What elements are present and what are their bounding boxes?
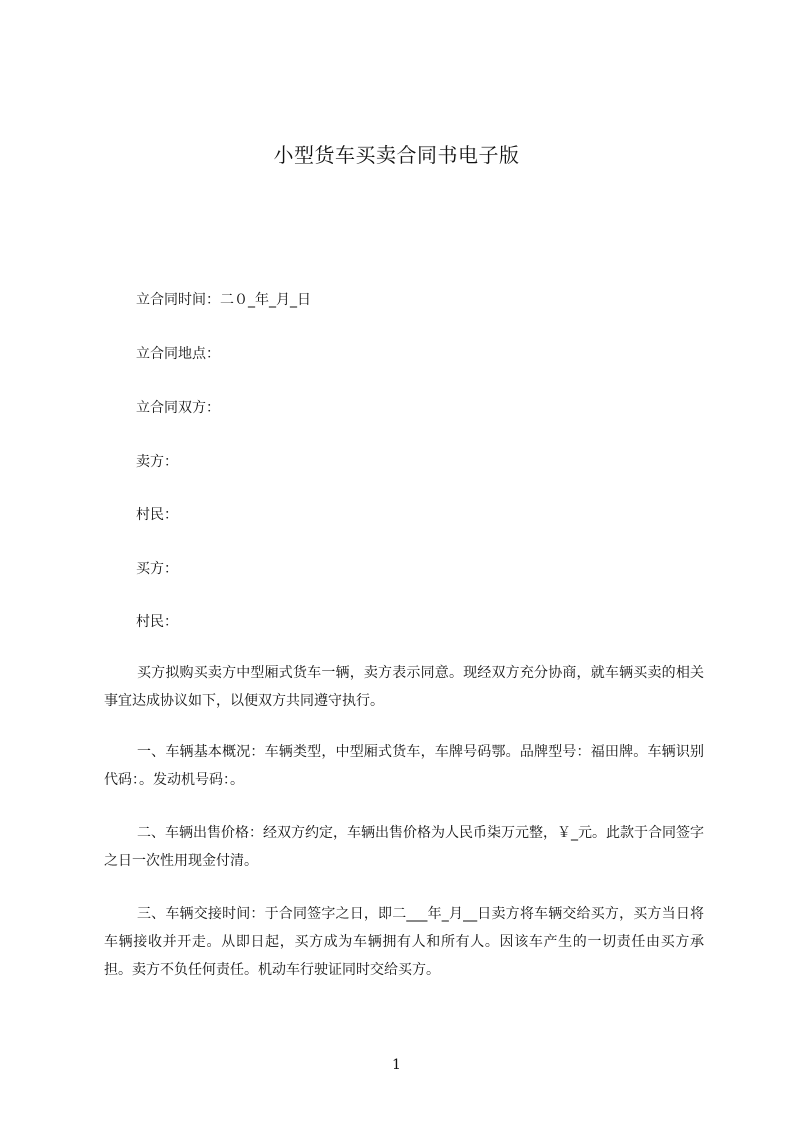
- seller-villager-line: 村民：: [136, 507, 178, 523]
- contract-place-line: 立合同地点：: [136, 346, 220, 362]
- handover-time-paragraph: 三、车辆交接时间：于合同签字之日，即二___年_月__日卖方将车辆交给买方，买方当日将车辆接收并开走。从即日起，买方成为车辆拥有人和所有人。因该车产生的一切责任由买方承担。卖方不负任何责任。机动车行驶证同时交给买方。: [104, 906, 704, 978]
- sale-price-paragraph: 二、车辆出售价格：经双方约定，车辆出售价格为人民币柒万元整，￥_元。此款于合同签字之日一次性用现金付清。: [104, 825, 704, 869]
- seller-line: 卖方：: [136, 454, 178, 470]
- buyer-line: 买方：: [136, 561, 178, 577]
- page-number: 1: [392, 1057, 401, 1073]
- intro-paragraph: 买方拟购买卖方中型厢式货车一辆，卖方表示同意。现经双方充分协商，就车辆买卖的相关事宜达成协议如下，以便双方共同遵守执行。: [104, 665, 704, 709]
- contract-parties-line: 立合同双方：: [136, 400, 220, 416]
- vehicle-overview-paragraph: 一、车辆基本概况：车辆类型，中型厢式货车，车牌号码鄂。品牌型号：福田牌。车辆识别代码：。发动机号码：。: [104, 744, 704, 788]
- contract-date-line: 立合同时间：二０_年_月_日: [136, 292, 311, 308]
- document-title: 小型货车买卖合同书电子版: [273, 143, 520, 167]
- buyer-villager-line: 村民：: [136, 614, 178, 630]
